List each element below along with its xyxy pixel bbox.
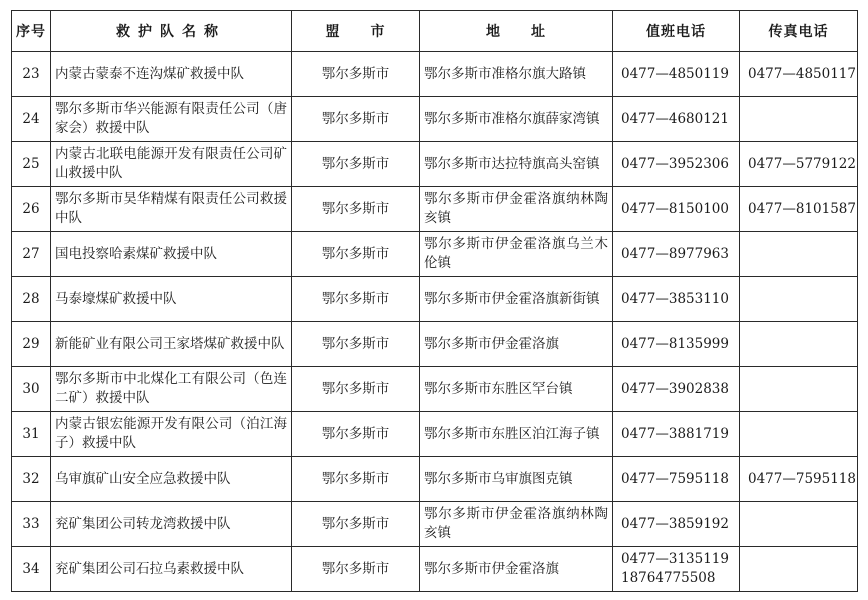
- cell-city: 鄂尔多斯市: [292, 412, 420, 457]
- cell-seq: 33: [12, 502, 51, 547]
- cell-phone: [613, 367, 740, 412]
- cell-city: 鄂尔多斯市: [292, 277, 420, 322]
- cell-phone: [613, 52, 740, 97]
- cell-fax: 0477—4850117: [740, 52, 858, 97]
- header-row: [12, 11, 858, 52]
- table-row: [12, 52, 858, 97]
- table-row: [12, 277, 858, 322]
- cell-phone: [613, 457, 740, 502]
- phone-primary: 0477—4680121: [621, 110, 729, 127]
- cell-phone: [613, 97, 740, 142]
- cell-seq: 32: [12, 457, 51, 502]
- cell-address: 鄂尔多斯市东胜区泊江海子镇: [420, 412, 613, 457]
- phone-primary: 0477—8135999: [621, 335, 729, 352]
- table-row: [12, 367, 858, 412]
- cell-name: 鄂尔多斯市昊华精煤有限责任公司救援中队: [51, 187, 292, 232]
- cell-address: 鄂尔多斯市伊金霍洛旗新街镇: [420, 277, 613, 322]
- cell-name: 内蒙古蒙泰不连沟煤矿救援中队: [51, 52, 292, 97]
- cell-fax: [740, 412, 858, 457]
- cell-address: 鄂尔多斯市伊金霍洛旗乌兰木伦镇: [420, 232, 613, 277]
- cell-phone: [613, 187, 740, 232]
- phone-primary: 0477—4850119: [621, 65, 729, 82]
- cell-seq: 28: [12, 277, 51, 322]
- cell-fax: [740, 367, 858, 412]
- phone-primary: 0477—3135119: [621, 551, 729, 567]
- cell-city: 鄂尔多斯市: [292, 142, 420, 187]
- cell-seq: 23: [12, 52, 51, 97]
- cell-city: 鄂尔多斯市: [292, 367, 420, 412]
- table-row: [12, 502, 858, 547]
- cell-name: 新能矿业有限公司王家塔煤矿救援中队: [51, 322, 292, 367]
- cell-address: 鄂尔多斯市伊金霍洛旗纳林陶亥镇: [420, 502, 613, 547]
- cell-city: 鄂尔多斯市: [292, 52, 420, 97]
- phone-primary: 0477—3881719: [621, 425, 729, 442]
- cell-seq: 34: [12, 547, 51, 592]
- phone-primary: 0477—8150100: [621, 200, 729, 217]
- phone-secondary: 18764775508: [621, 570, 716, 586]
- cell-fax: [740, 547, 858, 592]
- phone-primary: 0477—3853110: [621, 290, 729, 307]
- cell-name: 乌审旗矿山安全应急救援中队: [51, 457, 292, 502]
- cell-phone: [613, 502, 740, 547]
- cell-address: 鄂尔多斯市伊金霍洛旗: [420, 547, 613, 592]
- phone-primary: 0477—7595118: [621, 470, 729, 487]
- cell-phone: [613, 412, 740, 457]
- cell-name: 鄂尔多斯市中北煤化工有限公司（色连二矿）救援中队: [51, 367, 292, 412]
- cell-fax: [740, 277, 858, 322]
- cell-address: 鄂尔多斯市乌审旗图克镇: [420, 457, 613, 502]
- cell-city: 鄂尔多斯市: [292, 232, 420, 277]
- cell-address: 鄂尔多斯市伊金霍洛旗: [420, 322, 613, 367]
- cell-phone: [613, 232, 740, 277]
- cell-seq: 24: [12, 97, 51, 142]
- cell-seq: 29: [12, 322, 51, 367]
- rescue-team-table: [11, 10, 858, 592]
- cell-phone: [613, 547, 740, 592]
- cell-address: 鄂尔多斯市达拉特旗高头窑镇: [420, 142, 613, 187]
- cell-name: 兖矿集团公司转龙湾救援中队: [51, 502, 292, 547]
- header-duty-phone: 值班电话: [613, 11, 740, 52]
- cell-fax: [740, 232, 858, 277]
- cell-fax: [740, 97, 858, 142]
- cell-phone: [613, 277, 740, 322]
- cell-phone: [613, 142, 740, 187]
- cell-seq: 25: [12, 142, 51, 187]
- header-address: 地 址: [420, 11, 613, 52]
- header-city: 盟 市: [292, 11, 420, 52]
- cell-city: 鄂尔多斯市: [292, 322, 420, 367]
- table-row: [12, 187, 858, 232]
- cell-address: 鄂尔多斯市东胜区罕台镇: [420, 367, 613, 412]
- cell-fax: 0477—7595118: [740, 457, 858, 502]
- header-name: 救护队名称: [51, 11, 292, 52]
- cell-name: 内蒙古银宏能源开发有限公司（泊江海子）救援中队: [51, 412, 292, 457]
- table-body: [12, 52, 858, 592]
- cell-address: 鄂尔多斯市伊金霍洛旗纳林陶亥镇: [420, 187, 613, 232]
- cell-name: 马泰壕煤矿救援中队: [51, 277, 292, 322]
- phone-primary: 0477—8977963: [621, 245, 729, 262]
- cell-name: 国电投察哈素煤矿救援中队: [51, 232, 292, 277]
- table-row: [12, 547, 858, 592]
- table-row: [12, 97, 858, 142]
- cell-address: 鄂尔多斯市准格尔旗薛家湾镇: [420, 97, 613, 142]
- cell-city: 鄂尔多斯市: [292, 97, 420, 142]
- cell-name: 鄂尔多斯市华兴能源有限责任公司（唐家会）救援中队: [51, 97, 292, 142]
- phone-primary: 0477—3859192: [621, 515, 729, 532]
- cell-city: 鄂尔多斯市: [292, 457, 420, 502]
- cell-seq: 30: [12, 367, 51, 412]
- cell-city: 鄂尔多斯市: [292, 187, 420, 232]
- cell-seq: 27: [12, 232, 51, 277]
- cell-phone: [613, 322, 740, 367]
- cell-fax: 0477—8101587: [740, 187, 858, 232]
- table-row: [12, 142, 858, 187]
- header-fax: 传真电话: [740, 11, 858, 52]
- phone-primary: 0477—3902838: [621, 380, 729, 397]
- cell-city: 鄂尔多斯市: [292, 547, 420, 592]
- cell-seq: 31: [12, 412, 51, 457]
- phone-primary: 0477—3952306: [621, 155, 729, 172]
- table-row: [12, 412, 858, 457]
- table-row: [12, 322, 858, 367]
- cell-city: 鄂尔多斯市: [292, 502, 420, 547]
- cell-seq: 26: [12, 187, 51, 232]
- table-row: [12, 232, 858, 277]
- cell-fax: 0477—5779122: [740, 142, 858, 187]
- cell-name: 内蒙古北联电能源开发有限责任公司矿山救援中队: [51, 142, 292, 187]
- cell-address: 鄂尔多斯市准格尔旗大路镇: [420, 52, 613, 97]
- cell-fax: [740, 322, 858, 367]
- cell-name: 兖矿集团公司石拉乌素救援中队: [51, 547, 292, 592]
- table-row: [12, 457, 858, 502]
- header-seq: 序号: [12, 11, 51, 52]
- cell-fax: [740, 502, 858, 547]
